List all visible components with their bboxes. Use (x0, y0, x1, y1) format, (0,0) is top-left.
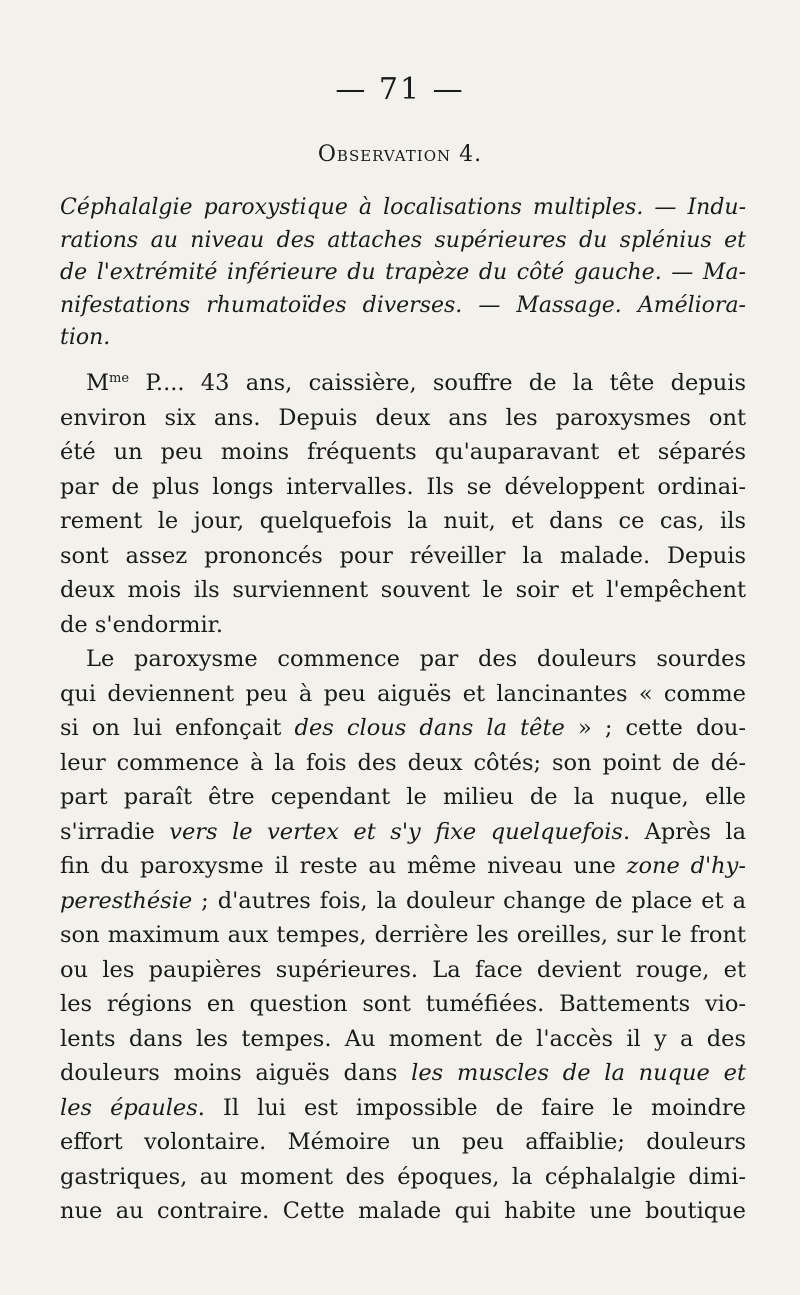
body-line (60, 366, 746, 401)
body-line-text: fin du paroxysme il reste au même niveau une (60, 853, 627, 879)
body-line: les régions en question sont tuméfiées. Battements vio- (60, 991, 746, 1017)
body-line: de s'endormir. (60, 611, 224, 638)
body-line (60, 849, 746, 884)
body-line: par de plus longs intervalles. Ils se développent ordinai- (60, 473, 746, 500)
summary-line: rations au niveau des attaches supérieures du splénius et (60, 227, 746, 253)
body-line-text: si on lui enfonçait (60, 715, 295, 741)
body-line: Le paroxysme commence par des douleurs sourdes (86, 646, 746, 672)
summary-line: tion. (60, 325, 111, 350)
body-line (60, 884, 746, 919)
body-line (60, 711, 746, 746)
body-line-text: P.... 43 ans, caissière, souffre de la tête depuis (129, 370, 746, 396)
italic-phrase: zone d'hy- (626, 853, 746, 879)
body-line: effort volontaire. Mémoire un peu affaiblie; douleurs (60, 1129, 746, 1155)
paragraph-2 (60, 642, 746, 1229)
body-line: son maximum aux tempes, derrière les oreilles, sur le front (60, 922, 746, 948)
body-line-text: s'irradie (60, 818, 170, 845)
page-number: — 71 — (335, 72, 465, 107)
summary-line: Céphalalgie paroxystique à localisations multiples. — Indu- (60, 195, 746, 220)
body-line: part paraît être cependant le milieu de la nuque, elle (60, 784, 746, 810)
body-line-text: . Il lui est impossible de faire le moindre (197, 1094, 746, 1121)
body-line: leur commence à la fois des deux côtés; son point de dé- (60, 749, 746, 776)
body-line (60, 1056, 746, 1091)
italic-phrase: vers le vertex et s'y fixe quelquefois (169, 818, 623, 845)
body-line: sont assez prononcés pour réveiller la malade. Depuis (60, 542, 746, 569)
body-line: environ six ans. Depuis deux ans les paroxysmes ont (60, 404, 746, 431)
body-line-text: douleurs moins aiguës dans (60, 1060, 412, 1086)
body-line: nue au contraire. Cette malade qui habite une boutique (60, 1198, 746, 1224)
title-mme-superscript: me (109, 371, 130, 386)
italic-quote: des clous dans la tête (294, 715, 565, 741)
body-line: qui deviennent peu à peu aiguës et lancinantes « comme (60, 680, 746, 707)
body-line-text: ; d'autres fois, la douleur change de place et a (192, 887, 746, 914)
body-line: rement le jour, quelquefois la nuit, et dans ce cas, ils (60, 508, 746, 534)
italic-phrase: les épaules (60, 1094, 198, 1121)
summary-line: de l'extrémité inférieure du trapèze du côté gauche. — Ma- (60, 260, 746, 285)
body-line: lents dans les tempes. Au moment de l'accès il y a des (60, 1025, 746, 1052)
title-mme: M (86, 370, 110, 396)
body-line (60, 1091, 746, 1126)
italic-phrase: les muscles de la nuque et (411, 1060, 746, 1086)
observation-summary (60, 192, 746, 355)
observation-title: Observation 4. (317, 142, 483, 167)
paragraph-1 (60, 366, 746, 642)
body-line: deux mois ils surviennent souvent le soir et l'empêchent (60, 577, 746, 603)
summary-line: nifestations rhumatoïdes diverses. — Massage. Améliora- (60, 292, 746, 318)
italic-phrase: peresthésie (60, 887, 193, 914)
body-text (60, 366, 746, 1229)
body-line-text: . Après la (622, 818, 746, 845)
body-line: gastriques, au moment des époques, la céphalalgie dimi- (60, 1163, 746, 1190)
body-line-text: » ; cette dou- (564, 715, 746, 741)
body-line: ou les paupières supérieures. La face devient rouge, et (60, 956, 746, 983)
body-line (60, 815, 746, 850)
body-line: été un peu moins fréquents qu'auparavant et séparés (60, 439, 746, 465)
